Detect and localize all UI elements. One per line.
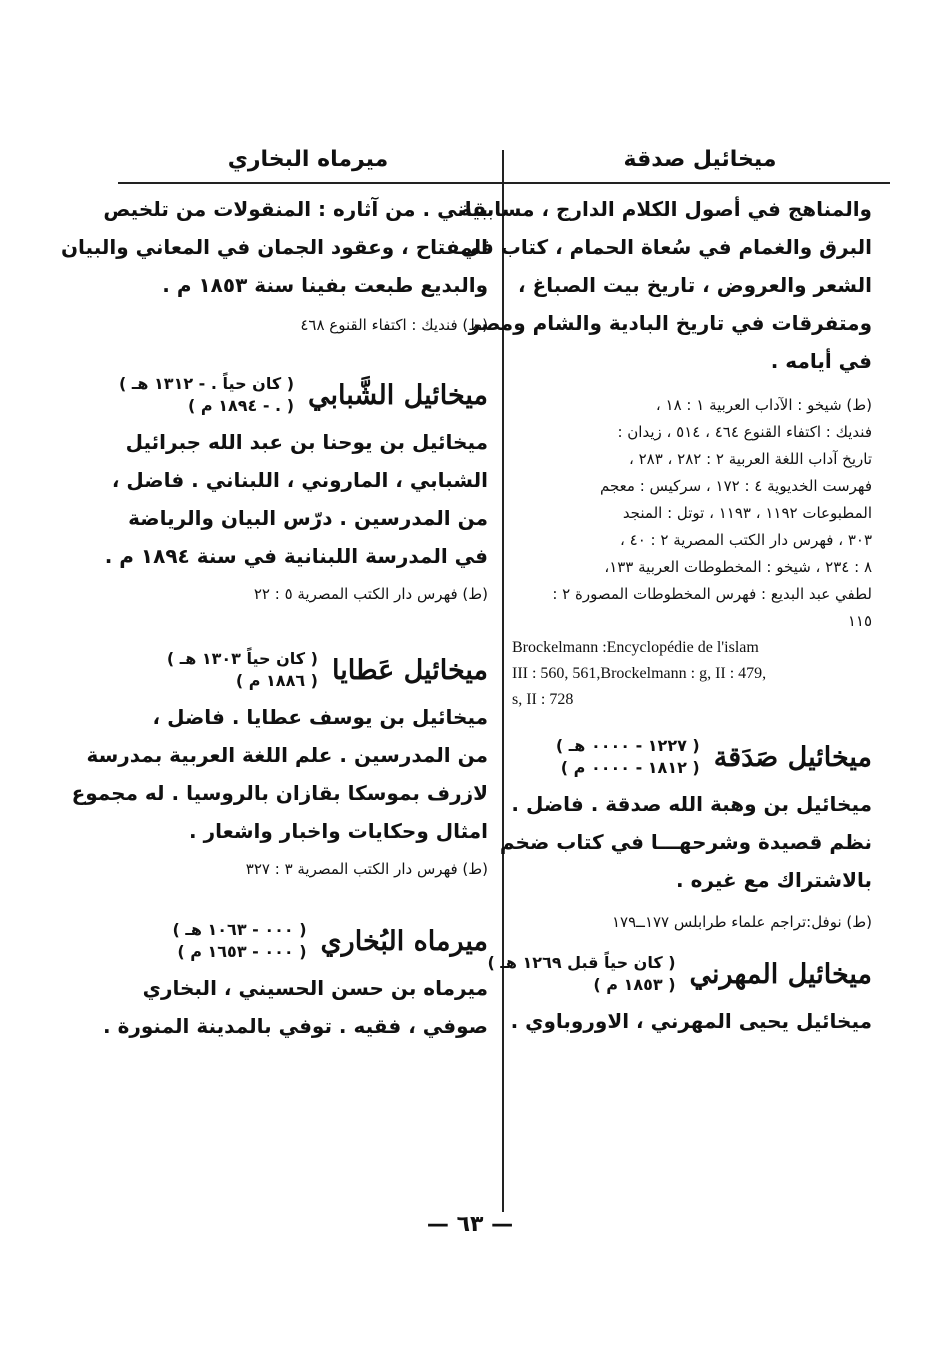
continued-entry-text bbox=[60, 190, 488, 304]
reference-line: لطفي عبد البديع : فهرس المخطوطات المصورة ٢ : bbox=[552, 585, 872, 603]
entry-name: ميخائيل عَطايا bbox=[331, 654, 488, 686]
latin-reference-line: III : 560, 561,Brockelmann : g, II : 479, bbox=[512, 665, 767, 682]
text-line: الشعر والعروض ، تاريخ بيت الصباغ ، bbox=[518, 273, 872, 297]
reference-line: ٣٠٣ ، فهرس دار الكتب المصرية ٢ : ٤٠ ، bbox=[620, 531, 872, 549]
reference-line: ١١٥ bbox=[847, 612, 872, 630]
text-line: والبديع طبعت بفينا سنة ١٨٥٣ م . bbox=[162, 273, 488, 297]
entry-body bbox=[499, 785, 872, 899]
date-gregorian: ( . - ١٨٩٤ م ) bbox=[188, 396, 295, 415]
entry-heading bbox=[126, 648, 488, 692]
entry-name: ميخائيل الشَّبابي bbox=[308, 379, 488, 411]
reference-line: فنديك : اكتفاء القنوع ٤٦٤ ، ٥١٤ ، زيدان : bbox=[617, 423, 872, 441]
entry-dates bbox=[488, 952, 676, 996]
date-hijri: ( كان حياً . - ١٣١٢ هـ ) bbox=[119, 374, 295, 393]
latin-reference-block bbox=[512, 635, 872, 713]
entry-heading bbox=[512, 735, 872, 779]
date-hijri: ( كان حياً ١٣٠٣ هـ ) bbox=[166, 649, 318, 668]
entry-name: ميرماه البُخاري bbox=[320, 925, 488, 957]
running-header-left: ميرماه البخاري bbox=[227, 147, 389, 172]
reference-line: تاريخ آداب اللغة العربية ٢ : ٢٨٢ ، ٢٨٣ ، bbox=[628, 450, 872, 468]
entry-name: ميخائيل صَدَقة bbox=[713, 741, 872, 773]
date-hijri: ( ١٢٢٧ - ٠٠٠٠ هـ ) bbox=[555, 736, 700, 755]
text-line: ميرماه بن حسن الحسيني ، البخاري bbox=[142, 976, 488, 1000]
text-line: صوفي ، فقيه . توفي بالمدينة المنورة . bbox=[103, 1014, 488, 1038]
left-column bbox=[60, 190, 488, 1045]
latin-reference-line: Brockelmann :Encyclopédie de l'islam bbox=[512, 639, 759, 656]
text-line: في المدرسة اللبنانية في سنة ١٨٩٤ م . bbox=[104, 544, 488, 568]
header-rule bbox=[118, 182, 890, 184]
entry-body bbox=[71, 698, 488, 850]
reference-block bbox=[512, 392, 872, 635]
reference-line: (ط) نوفل:تراجم علماء طرابلس ١٧٧ــ١٧٩ bbox=[611, 913, 872, 931]
date-gregorian: ( ١٨٨٦ م ) bbox=[235, 671, 318, 690]
entry-dates bbox=[556, 735, 700, 779]
reference-line: فهرست الخديوية ٤ : ١٧٢ ، سركيس : معجم bbox=[599, 477, 872, 495]
reference-line: ٨ : ٢٣٤ ، شيخو : المخطوطات العربية ١٣٣، bbox=[604, 558, 872, 576]
reference-line: (ط) شيخو : الآداب العربية ١ : ١٨ ، bbox=[655, 396, 872, 414]
date-hijri: ( ٠٠٠ - ١٠٦٣ هـ ) bbox=[172, 920, 307, 939]
text-line: من المدرسين . درّس البيان والرياضة bbox=[128, 506, 488, 530]
entry-heading bbox=[126, 919, 488, 963]
reference-line: المطبوعات ١١٩٢ ، ١١٩٣ ، توتل : المنجد bbox=[622, 504, 872, 522]
text-line: بياني . من آثاره : المنقولات من تلخيص bbox=[103, 197, 488, 221]
date-gregorian: ( ١٨١٢ - ٠٠٠٠ م ) bbox=[560, 758, 700, 777]
text-line: امثال وحكايات واخبار واشعار . bbox=[189, 819, 488, 843]
text-line: البرق والغمام في سُعاة الحمام ، كتاب في bbox=[460, 235, 872, 259]
text-line: والمناهج في أصول الكلام الدارج ، مسابقة bbox=[460, 197, 872, 221]
date-gregorian: ( ١٨٥٣ م ) bbox=[593, 975, 676, 994]
text-line: المفتاح ، وعقود الجمان في المعاني والبيان bbox=[60, 235, 488, 259]
page-number: — ٦٣ — bbox=[426, 1212, 514, 1237]
entry-heading bbox=[119, 373, 488, 417]
reference-line: (ط) فنديك : اكتفاء القنوع ٤٦٨ bbox=[300, 316, 488, 334]
running-header-right: ميخائيل صدقة bbox=[623, 147, 777, 172]
text-line: ميخائيل بن وهبة الله صدقة . فاضل . bbox=[511, 792, 872, 816]
continued-entry-text bbox=[460, 190, 872, 380]
date-gregorian: ( ٠٠٠ - ١٦٥٣ م ) bbox=[177, 942, 307, 961]
text-line: ميخائيل بن يوسف عطايا . فاضل ، bbox=[152, 705, 488, 729]
text-line: في أيامه . bbox=[770, 349, 872, 373]
entry-heading bbox=[487, 952, 872, 996]
text-line: ميخائيل يحيى المهرني ، الاوروباوي . bbox=[510, 1009, 872, 1033]
entry-body bbox=[103, 969, 488, 1045]
right-column bbox=[460, 190, 872, 1040]
reference-line: (ط) فهرس دار الكتب المصرية ٥ : ٢٢ bbox=[253, 585, 488, 603]
entry-body bbox=[512, 1002, 872, 1040]
text-line: ومتفرقات في تاريخ البادية والشام ومصر bbox=[468, 311, 872, 335]
date-hijri: ( كان حياً قبل ١٢٦٩ هـ ) bbox=[487, 953, 676, 972]
text-line: نظم قصيدة وشرحهـــا في كتاب ضخم bbox=[499, 830, 872, 854]
entry-name: ميخائيل المهرني bbox=[689, 958, 872, 990]
entry-dates bbox=[173, 919, 307, 963]
entry-dates bbox=[119, 373, 294, 417]
text-line: من المدرسين . علم اللغة العربية بمدرسة bbox=[86, 743, 488, 767]
entry-body bbox=[104, 423, 488, 575]
text-line: بالاشتراك مع غيره . bbox=[676, 868, 872, 892]
text-line: ميخائيل بن يوحنا بن عبد الله جبرائيل bbox=[125, 430, 488, 454]
reference-line: (ط) فهرس دار الكتب المصرية ٣ : ٣٢٧ bbox=[245, 860, 488, 878]
text-line: لازرف بموسكا بقازان بالروسيا . له مجموع bbox=[71, 781, 488, 805]
entry-dates bbox=[167, 648, 318, 692]
latin-reference-line: s, II : 728 bbox=[512, 691, 574, 708]
text-line: الشبابي ، الماروني ، اللبناني . فاضل ، bbox=[111, 468, 488, 492]
